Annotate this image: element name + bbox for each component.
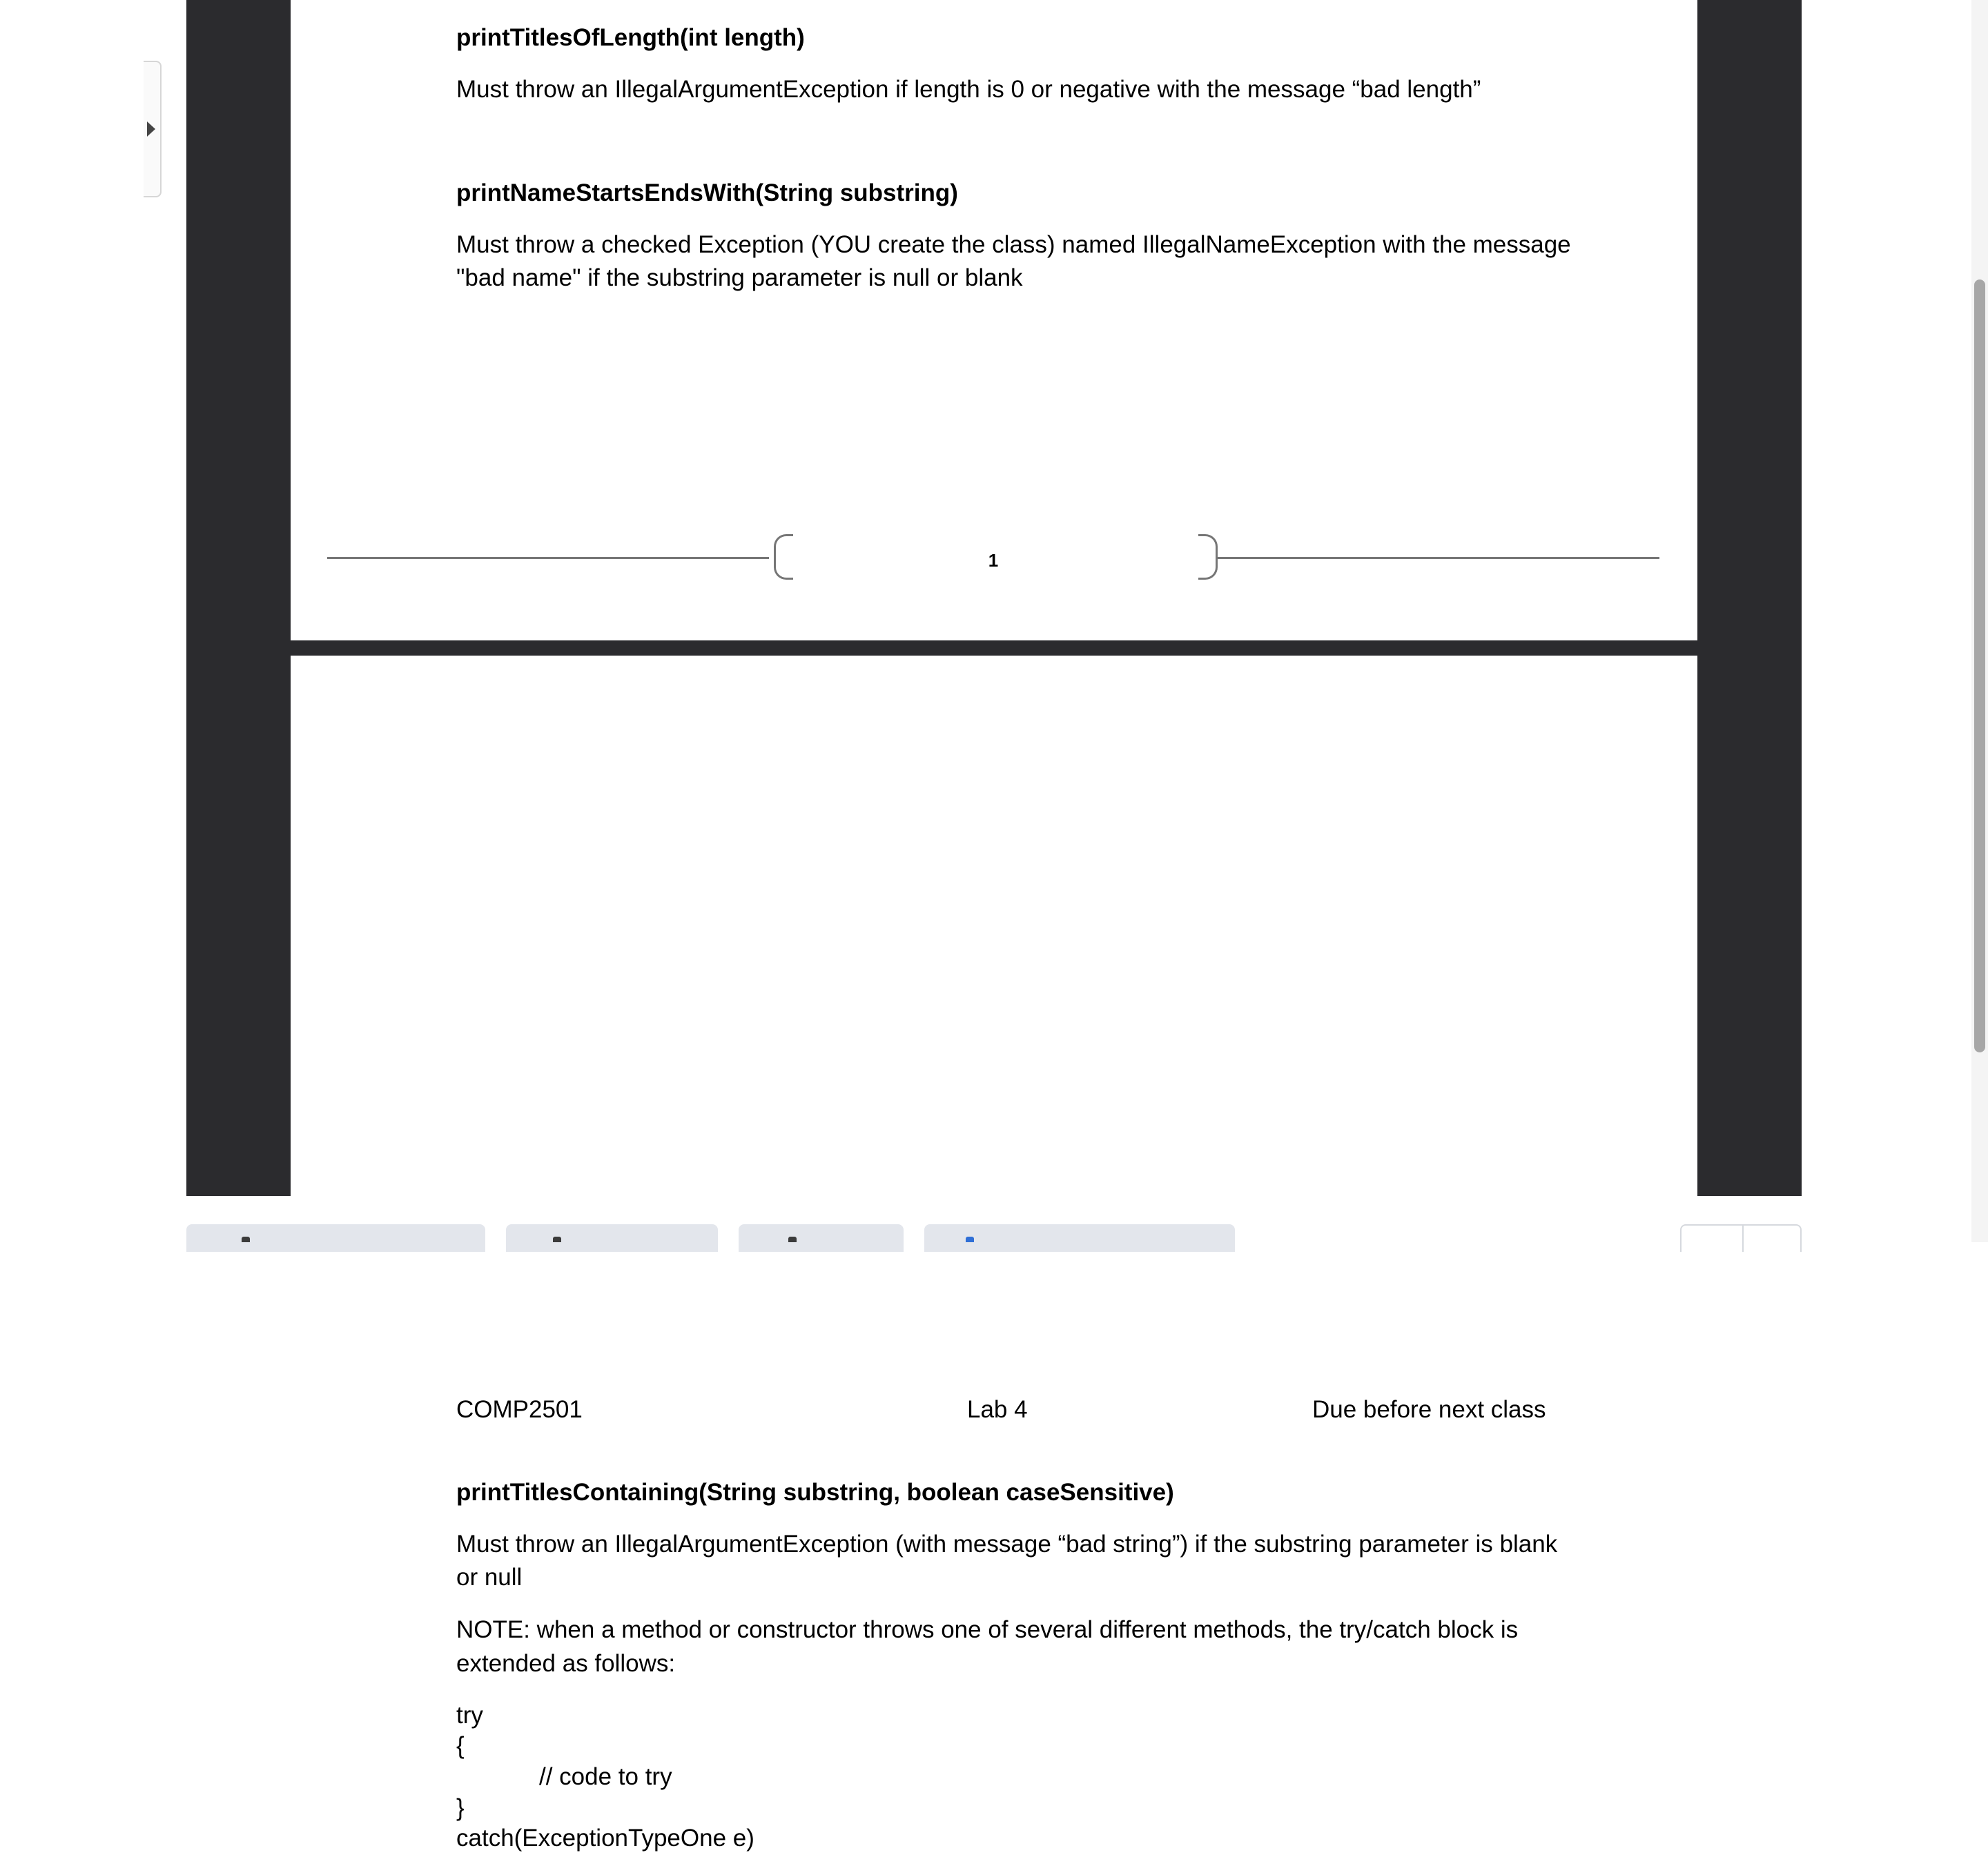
- footer-divider-right: [1218, 557, 1659, 559]
- document-page-1: [291, 0, 1697, 640]
- code-line: // code to try: [539, 1763, 672, 1790]
- sidebar-toggle-button[interactable]: [144, 61, 162, 197]
- method-description-line-1: Must throw an IllegalArgumentException (with message “bad string”) if the substring parameter is blank: [456, 1531, 1558, 1558]
- document-viewer[interactable]: [186, 0, 1802, 1852]
- method-heading-print-titles-containing: printTitlesContaining(String substring, boolean caseSensitive): [456, 1479, 1174, 1506]
- code-line: catch(ExceptionTypeOne e): [456, 1825, 754, 1852]
- scrollbar-thumb[interactable]: [1974, 279, 1985, 1052]
- toolbar-button-3[interactable]: [739, 1224, 904, 1252]
- header-course: COMP2501: [456, 1396, 583, 1423]
- method-description-line-2: "bad name" if the substring parameter is null or blank: [456, 264, 1023, 291]
- method-description: Must throw an IllegalArgumentException if length is 0 or negative with the message “bad length”: [456, 76, 1481, 103]
- note-line-1: NOTE: when a method or constructor throws one of several different methods, the try/catch block is: [456, 1616, 1519, 1643]
- method-heading-print-titles-of-length: printTitlesOfLength(int length): [456, 24, 805, 51]
- footer-bracket-right: [1198, 534, 1218, 580]
- method-description-line-2: or null: [456, 1564, 523, 1591]
- zoom-out-button[interactable]: [1680, 1224, 1744, 1252]
- note-line-2: extended as follows:: [456, 1650, 676, 1677]
- footer-divider-left: [327, 557, 769, 559]
- toolbar-button-4[interactable]: [924, 1224, 1235, 1252]
- header-due: Due before next class: [1312, 1396, 1546, 1423]
- page-number: 1: [988, 550, 999, 571]
- print-icon: [788, 1237, 797, 1242]
- toolbar-button-1[interactable]: [186, 1224, 485, 1252]
- method-heading-print-name-starts-ends-with: printNameStartsEndsWith(String substring): [456, 179, 958, 206]
- upload-icon: [242, 1237, 250, 1242]
- footer-bracket-left: [774, 534, 793, 580]
- zoom-in-button[interactable]: [1742, 1224, 1802, 1252]
- document-page-2: [291, 656, 1697, 1852]
- code-line: try: [456, 1702, 483, 1729]
- toolbar-button-2[interactable]: [506, 1224, 718, 1252]
- code-line: {: [456, 1732, 465, 1759]
- document-icon: [966, 1237, 974, 1242]
- code-line: }: [456, 1794, 465, 1821]
- chevron-right-icon: [147, 121, 155, 137]
- method-description-line-1: Must throw a checked Exception (YOU create the class) named IllegalNameException with the message: [456, 231, 1571, 258]
- share-icon: [553, 1237, 561, 1242]
- header-lab: Lab 4: [967, 1396, 1028, 1423]
